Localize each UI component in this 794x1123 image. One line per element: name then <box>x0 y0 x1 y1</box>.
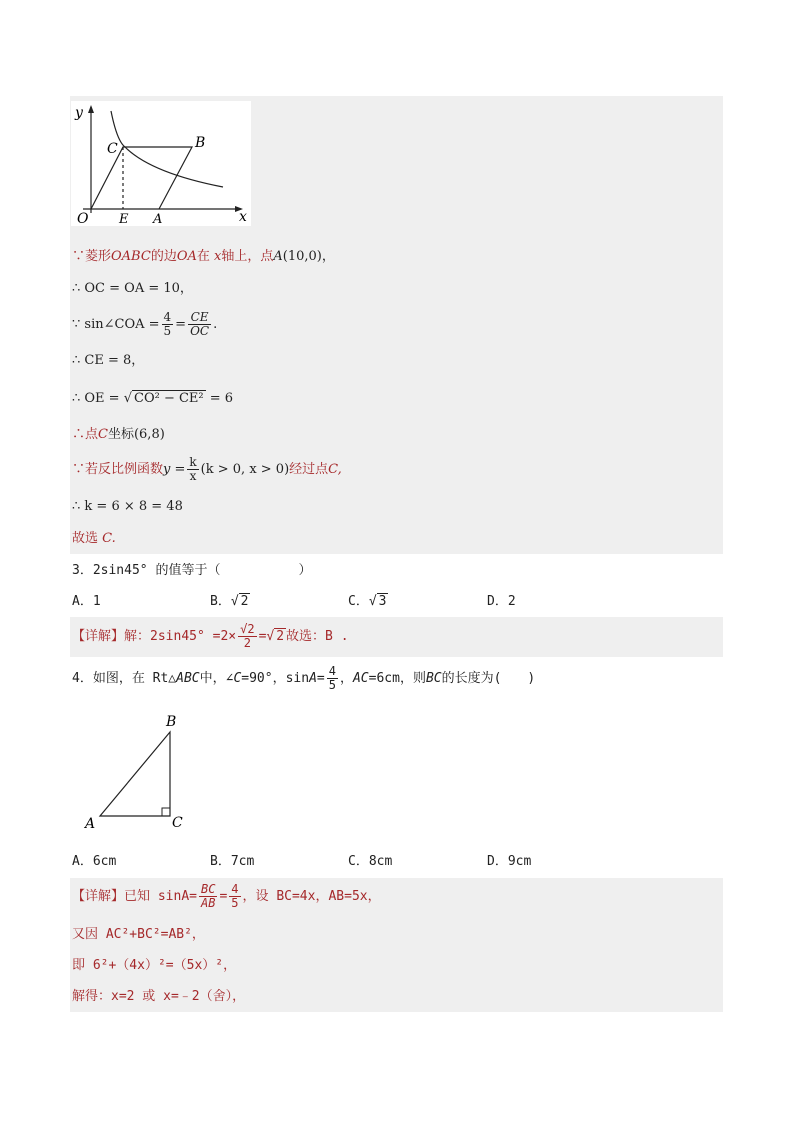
label-b: B <box>195 135 206 151</box>
solution-line-6 <box>72 426 165 444</box>
figure-rhombus-graph <box>71 101 251 226</box>
answer-tag: 【详解】 <box>72 889 125 904</box>
text: ∴ OE = <box>72 391 120 406</box>
text: C, <box>328 462 342 477</box>
triangle-abc <box>100 732 170 816</box>
denominator: 5 <box>163 324 172 338</box>
fraction <box>199 883 217 910</box>
text: OA <box>176 249 197 264</box>
text: = <box>175 317 187 332</box>
fraction <box>238 623 256 650</box>
option-label: B． <box>210 594 231 609</box>
numerator: 4 <box>163 310 172 324</box>
solution-line-2: ∴ OC = OA = 10， <box>72 281 193 296</box>
text: = 6 <box>209 391 234 406</box>
text: 4．如图，在 Rt△ <box>72 671 177 686</box>
label-x: x <box>239 209 247 225</box>
numerator: k <box>189 455 197 469</box>
label-b: B <box>166 714 177 730</box>
text: 的边 <box>150 249 177 264</box>
denominator: 5 <box>328 678 336 692</box>
denominator: 2 <box>243 636 251 650</box>
text: 的长度为( ) <box>441 671 536 686</box>
q4-answer-line-1 <box>72 880 381 914</box>
text: ABC <box>176 671 200 686</box>
label-a: A <box>153 212 163 226</box>
radicand: CO² − CE² <box>134 391 204 406</box>
denominator: x <box>189 469 197 483</box>
radicand: 2 <box>240 594 249 609</box>
text: (k > 0, x > 0) <box>200 462 290 477</box>
solution-line-9 <box>72 530 116 548</box>
solution-line-3 <box>72 310 217 340</box>
text: 经过点 <box>289 462 329 477</box>
solution-line-1 <box>72 248 335 266</box>
denominator: OC <box>190 324 210 338</box>
solution-line-5: ∴ OE = √ CO² − CE² = 6 <box>72 391 234 406</box>
label-e: E <box>119 212 129 226</box>
label-o: O <box>77 211 89 226</box>
numerator: √2 <box>240 622 255 636</box>
answer-tag: 【详解】 <box>72 629 125 644</box>
q4-option-c[interactable]: C．8cm <box>348 854 393 869</box>
numerator: 4 <box>231 882 239 896</box>
figure-background <box>71 101 251 226</box>
q3-option-d[interactable]: D．2 <box>487 594 516 609</box>
text: ， <box>339 671 353 686</box>
text: y = <box>163 462 186 477</box>
q4-answer-line-4: 解得：x=2 或 x=﹣2（舍）， <box>72 989 246 1004</box>
denominator: 5 <box>231 896 239 910</box>
q3-answer: 【详解】解：2sin45° =2× $\frac{√2}{2}$ =√ 2 故选：B . <box>72 622 349 650</box>
q4-option-a[interactable]: A．6cm <box>72 854 117 869</box>
text: 故选：B . <box>286 629 349 644</box>
text: 解：2sin45° =2× <box>124 629 237 644</box>
q4-answer-line-2: 又因 AC²+BC²=AB²， <box>72 927 205 942</box>
radicand: 2 <box>276 629 285 644</box>
right-angle-mark <box>162 808 170 816</box>
numerator: CE <box>188 311 211 325</box>
solution-line-4: ∴ CE = 8， <box>72 353 145 368</box>
text: OABC <box>111 249 151 264</box>
q3-stem: 3．2sin45° 的值等于（ ） <box>72 563 312 578</box>
radicand: 3 <box>378 594 387 609</box>
q4-option-d[interactable]: D．9cm <box>487 854 532 869</box>
label-a: A <box>85 816 96 832</box>
denominator: AB <box>200 896 216 910</box>
text: A <box>309 671 317 686</box>
text: ∵若反比例函数 <box>72 462 164 477</box>
text: C <box>98 427 108 442</box>
text: 已知 sinA= <box>124 889 197 904</box>
text: = <box>219 889 228 904</box>
q4-stem <box>72 662 535 696</box>
text: ，设 BC=4x，AB=5x， <box>242 889 381 904</box>
q4-option-b[interactable]: B．7cm <box>210 854 255 869</box>
text: 轴上，点 <box>221 249 274 264</box>
text: . <box>213 317 218 332</box>
text: C <box>233 671 242 686</box>
text: =90°，sin <box>241 671 310 686</box>
text: x <box>214 249 222 264</box>
text: ∵ sin∠COA = <box>72 317 160 332</box>
label-y: y <box>75 105 83 121</box>
text: ∴点 <box>72 427 99 442</box>
numerator: BC <box>200 882 216 896</box>
text: 中，∠ <box>199 671 234 686</box>
text: = <box>258 629 267 644</box>
text: AC <box>352 671 369 686</box>
text: 故选 <box>72 531 99 546</box>
fraction <box>229 883 240 910</box>
q4-answer-line-3: 即 6²+（4x）²=（5x）²， <box>72 958 237 973</box>
q3-option-c[interactable]: C．√ 3 <box>348 594 387 609</box>
text: BC <box>425 671 442 686</box>
text: =6cm，则 <box>368 671 426 686</box>
text: A <box>273 249 283 264</box>
fraction <box>187 456 198 483</box>
text: C. <box>102 531 116 546</box>
text: ∵菱形 <box>72 249 112 264</box>
text: = <box>316 671 325 686</box>
fraction <box>188 311 211 338</box>
figure-right-triangle <box>80 710 190 835</box>
text: 在 <box>196 249 210 264</box>
fraction <box>327 665 338 692</box>
fraction <box>162 311 174 338</box>
solution-line-7 <box>72 454 342 486</box>
q3-option-a[interactable]: A．1 <box>72 594 101 609</box>
q3-option-b[interactable]: B．√ 2 <box>210 594 249 609</box>
label-c: C <box>172 815 183 831</box>
text: (10,0)， <box>282 249 335 264</box>
option-label: C． <box>348 594 369 609</box>
solution-line-8: ∴ k = 6 × 8 = 48 <box>72 499 183 514</box>
text: 坐标(6,8) <box>107 427 165 442</box>
numerator: 4 <box>328 664 336 678</box>
label-c: C <box>107 141 118 157</box>
